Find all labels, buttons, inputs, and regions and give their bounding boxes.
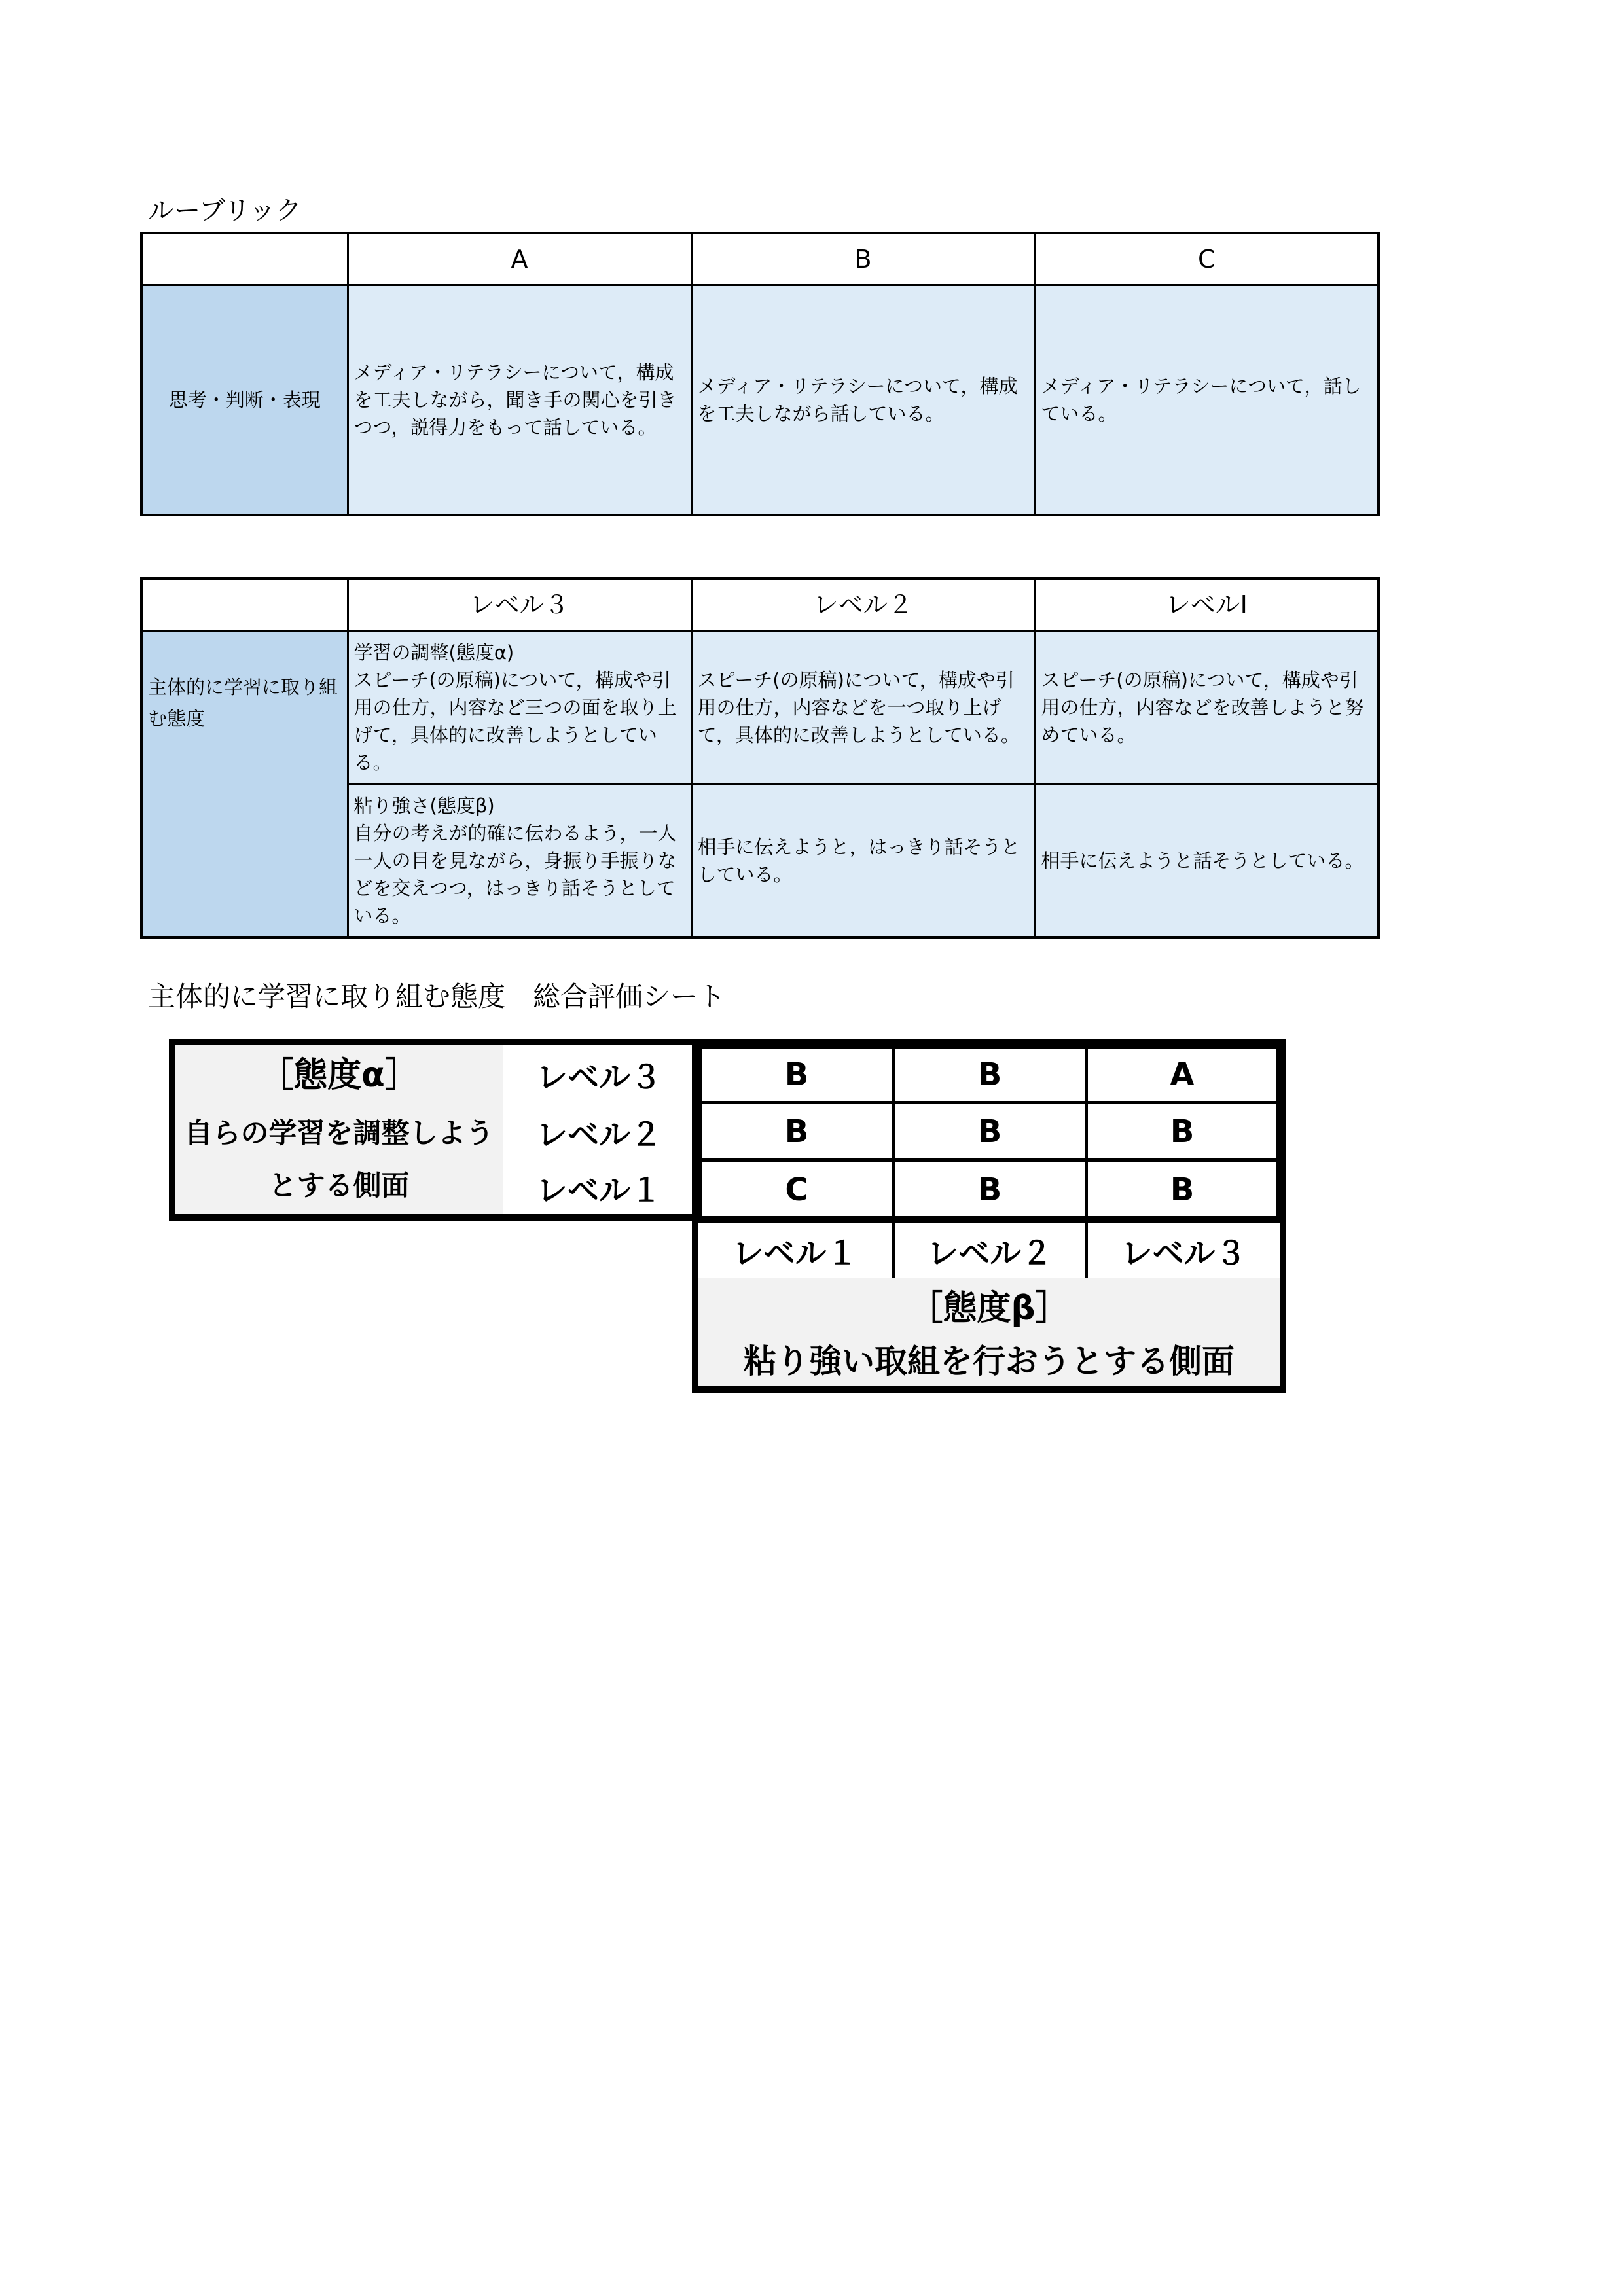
grid-cell-r2-c1: B [698, 1101, 895, 1162]
rubric-title: ルーブリック [148, 196, 302, 226]
rubric1-cell-a: メディア・リテラシーについて，構成を工夫しながら，聞き手の関心を引きつつ，説得力をもって話している。 [348, 285, 691, 515]
alpha-desc-line2: とする側面 [268, 1169, 410, 1202]
beta-level3-text: 自分の考えが的確に伝わるよう，一人一人の目を見ながら，身振り手振りなどを交えつつ，はっきり話そうとしている。 [353, 821, 677, 927]
rubric2-header-level2: レベル２ [691, 579, 1035, 631]
row-level-1: レベル１ [503, 1160, 695, 1214]
col-level-2: レベル２ [895, 1223, 1085, 1278]
rubric2-beta-level1: 相手に伝えようと話そうとしている。 [1035, 784, 1379, 937]
col-level-1: レベル１ [698, 1223, 892, 1278]
row-level-2: レベル２ [503, 1103, 695, 1160]
rubric2-row-label: 主体的に学習に取り組む態度 [141, 631, 348, 937]
rubric2-beta-level2: 相手に伝えようと，はっきり話そうとしている。 [691, 784, 1035, 937]
rubric2-header-level1: レベルⅠ [1035, 579, 1379, 631]
row-level-3: レベル３ [503, 1045, 695, 1103]
rubric2-alpha-level2: スピーチ(の原稿)について，構成や引用の仕方，内容などを一つ取り上げて，具体的に改善しようとしている。 [691, 631, 1035, 784]
rubric1-header-c: C [1035, 233, 1379, 285]
grid-cell-r1-c2: B [892, 1158, 1088, 1221]
rubric2-alpha-level1: スピーチ(の原稿)について，構成や引用の仕方，内容などを改善しようと努めている。 [1035, 631, 1379, 784]
rubric2-header-level3: レベル３ [348, 579, 691, 631]
grid-cell-r3-c2: B [892, 1045, 1088, 1104]
rubric1-header-b: B [691, 233, 1035, 285]
rubric1-header-a: A [348, 233, 691, 285]
grid-cell-r2-c3: B [1085, 1101, 1280, 1162]
grid-cell-r3-c1: B [698, 1045, 895, 1104]
grid-cell-r1-c3: B [1085, 1158, 1280, 1221]
beta-title-label: ［態度β］ [909, 1288, 1070, 1328]
col-level-3: レベル３ [1088, 1223, 1280, 1278]
grid-cell-r1-c1: C [698, 1158, 895, 1221]
grid-cell-r2-c2: B [892, 1101, 1088, 1162]
sheet-title: 主体的に学習に取り組む態度 総合評価シート [148, 980, 726, 1013]
grid-cell-r3-c3: A [1085, 1045, 1280, 1104]
rubric1-row-label: 思考・判断・表現 [141, 285, 348, 515]
grid-divider [692, 1216, 1286, 1223]
rubric1-cell-b: メディア・リテラシーについて，構成を工夫しながら話している。 [691, 285, 1035, 515]
rubric1-cell-c: メディア・リテラシーについて，話している。 [1035, 285, 1379, 515]
alpha-title: 学習の調整(態度α) [353, 641, 514, 664]
beta-title: 粘り強さ(態度β) [353, 794, 495, 817]
alpha-title-label: ［態度α］ [259, 1055, 419, 1095]
alpha-level3-text: スピーチ(の原稿)について，構成や引用の仕方，内容など三つの面を取り上げて，具体的に改善しようとしている。 [353, 669, 677, 774]
alpha-desc-line1: 自らの学習を調整しよう [184, 1117, 494, 1150]
beta-desc: 粘り強い取組を行おうとする側面 [744, 1342, 1235, 1380]
